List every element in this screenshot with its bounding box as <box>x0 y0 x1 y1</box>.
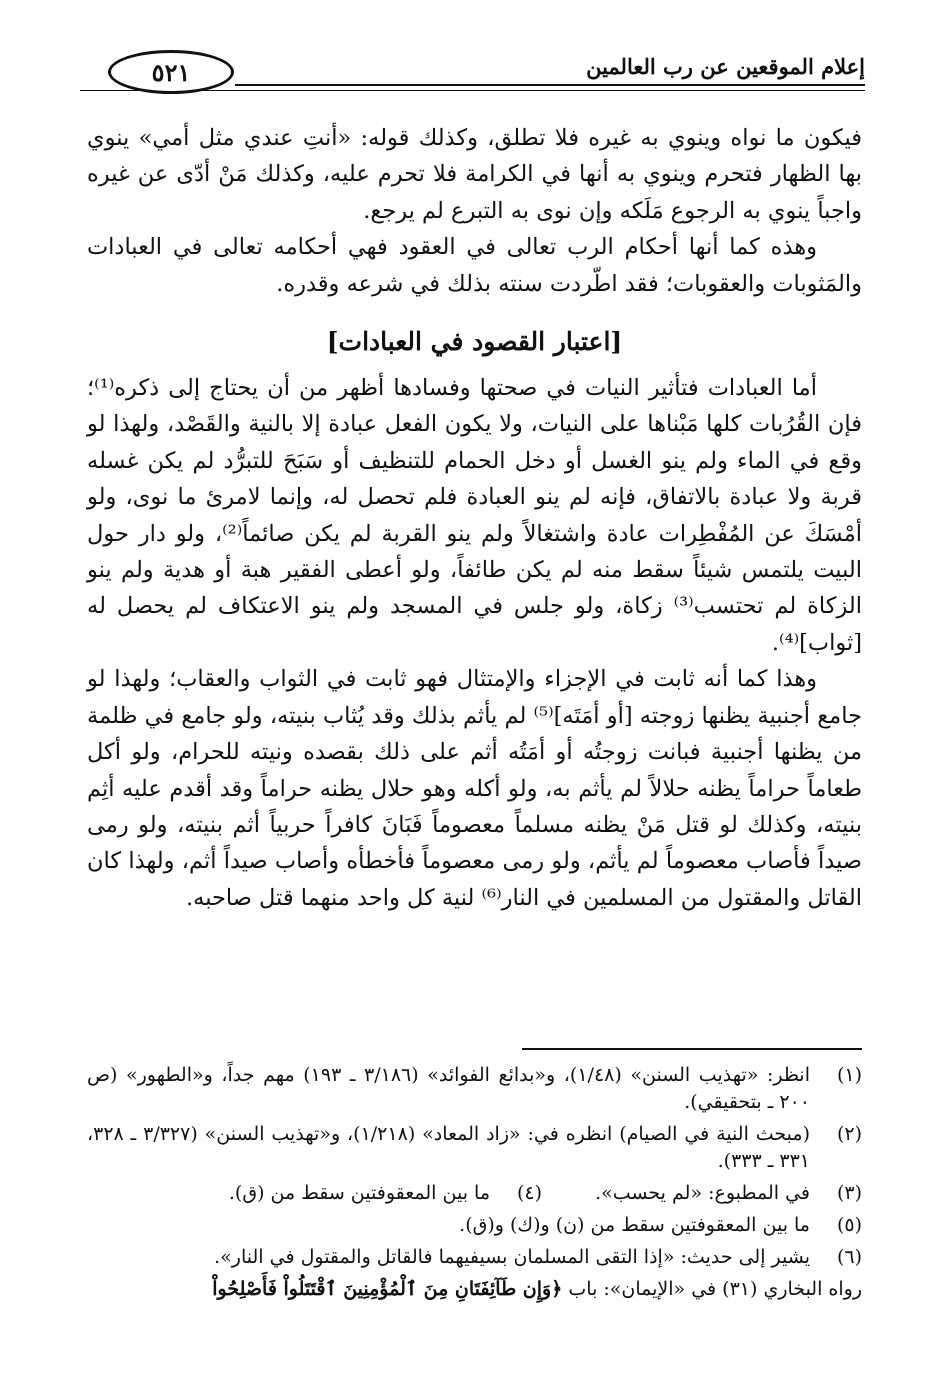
footnote-citation: رواه البخاري (٣١) في «الإيمان»: باب <box>568 1278 862 1300</box>
footnote-1 <box>87 1062 862 1116</box>
footnote-number: (٦) <box>836 1246 862 1268</box>
paragraph: فيكون ما نواه وينوي به غيره فلا تطلق، وكذلك قوله: «أنتِ عندي مثل أمي» ينوي بها الظهار فتحرم وينوي به أنها في الكرامة فلا تحرم عليه، وكذلك مَنْ أدّى عن غيره واجباً ينوي به الرجوع مَلَكه وإن نوى به التبرع لم يرجع. <box>87 125 862 224</box>
section-heading: [اعتبار القصود في العبادات] <box>326 327 623 357</box>
page-header <box>80 50 865 100</box>
paragraph: وهذا كما أنه ثابت في الإجزاء والإمتثال فهو ثابت في الثواب والعقاب؛ ولهذا لو جامع أجنبية يظنها زوجته [أو أمَتَه]⁽⁵⁾ لم يأثم بذلك وقد يُثاب بنيته، ولو جامع في ظلمة من يظنها أجنبية فبانت زوجتُه أو أمَتُه أثم على ذلك بقصده ونيته للحرام، ولو أكل طعاماً حراماً يظنه حلالاً لم يأثم به، ولو أكله وهو حلال يظنه حراماً وقد أقدم عليه أثِم بنيته، وكذلك لو قتل مَنْ يظنه مسلماً معصوماً فَبَانَ كافراً حربياً أثم بنيته، ولو رمى صيداً فأصاب معصوماً لم يأثم، ولو رمى معصوماً فأخطأه وأصاب صيداً أثم، ولهذا كان القاتل والمقتول من المسلمين في النار⁽⁶⁾ لنية كل واحد منهما قتل صاحبه. <box>87 666 862 911</box>
footnote-number: (١) <box>836 1064 862 1086</box>
footnote-4 <box>229 1180 542 1207</box>
footnote-6-continuation <box>87 1276 862 1303</box>
footnote-5 <box>87 1212 862 1239</box>
main-text <box>87 120 862 916</box>
footnote-number: (٢) <box>836 1123 862 1145</box>
footnote-3 <box>542 1180 862 1207</box>
header-rule <box>235 84 865 86</box>
book-title: إعلام الموقعين عن رب العالمين <box>586 54 865 79</box>
footnote-2 <box>87 1121 862 1175</box>
footnote-number: (٥) <box>836 1214 862 1236</box>
footnotes <box>87 1062 862 1303</box>
footnote-separator <box>522 1048 862 1050</box>
footnote-number: (٣) <box>836 1182 862 1204</box>
footnote-number: (٤) <box>516 1182 542 1204</box>
footnote-6 <box>87 1244 862 1271</box>
footnote-text: ما بين المعقوفتين سقط من (ق). <box>228 1182 490 1204</box>
quran-verse: ﴿وَإِن طَآئِفَتَانِ مِنَ ٱلْمُؤْمِنِينَ ٱقْتَتَلُواْ فَأَصْلِحُواْ <box>212 1278 563 1300</box>
footnote-text: في المطبوع: «لم يحسب». <box>595 1182 810 1204</box>
paragraph: أما العبادات فتأثير النيات في صحتها وفسادها أظهر من أن يحتاج إلى ذكره⁽¹⁾؛ فإن القُرُبات كلها مَبْناها على النيات، ولا يكون الفعل عبادة إلا بالنية والقَصْد، ولهذا لو وقع في الماء ولم ينو الغسل أو دخل الحمام للتنظيف أو سَبَحَ للتبرُّد لم يكن غسله قربة ولا عبادة بالاتفاق، فإنه لم ينو العبادة فلم تحصل له، وإنما لامرئ ما نوى، ولو أمْسَكَ عن المُفْطِرات عادة واشتغالاً ولم ينو القربة لم يكن صائماً⁽²⁾، ولو دار حول البيت يلتمس شيئاً سقط منه لم يكن طائفاً، ولو أعطى الفقير هبة أو هدية ولم ينو الزكاة لم تحتسب⁽³⁾ زكاة، ولو جلس في المسجد ولم ينو الاعتكاف لم يحصل له [ثواب]⁽⁴⁾. <box>87 375 863 656</box>
footnote-text: يشير إلى حديث: «إذا التقى المسلمان بسيفيهما فالقاتل والمقتول في النار». <box>214 1246 810 1268</box>
footnote-text: انظر: «تهذيب السنن» (١/٤٨)، و«بدائع الفوائد» (٣/١٨٦ ـ ١٩٣) مهم جداً، و«الطهور» (ص ٢٠٠ ـ بتحقيقي). <box>87 1064 810 1113</box>
footnote-row <box>87 1180 862 1207</box>
footnote-text: ما بين المعقوفتين سقط من (ن) و(ك) و(ق). <box>459 1214 810 1236</box>
page-number: ٥٢١ <box>108 50 234 94</box>
paragraph: وهذه كما أنها أحكام الرب تعالى في العقود فهي أحكامه تعالى في العبادات والمَثوبات والعقوبات؛ فقد اطّردت سنته بذلك في شرعه وقدره. <box>87 234 862 297</box>
footnote-text: (مبحث النية في الصيام) انظره في: «زاد المعاد» (١/٢١٨)، و«تهذيب السنن» (٣/٣٢٧ ـ ٣٢٨، ٣٣١ ـ ٣٣٣). <box>87 1123 810 1172</box>
